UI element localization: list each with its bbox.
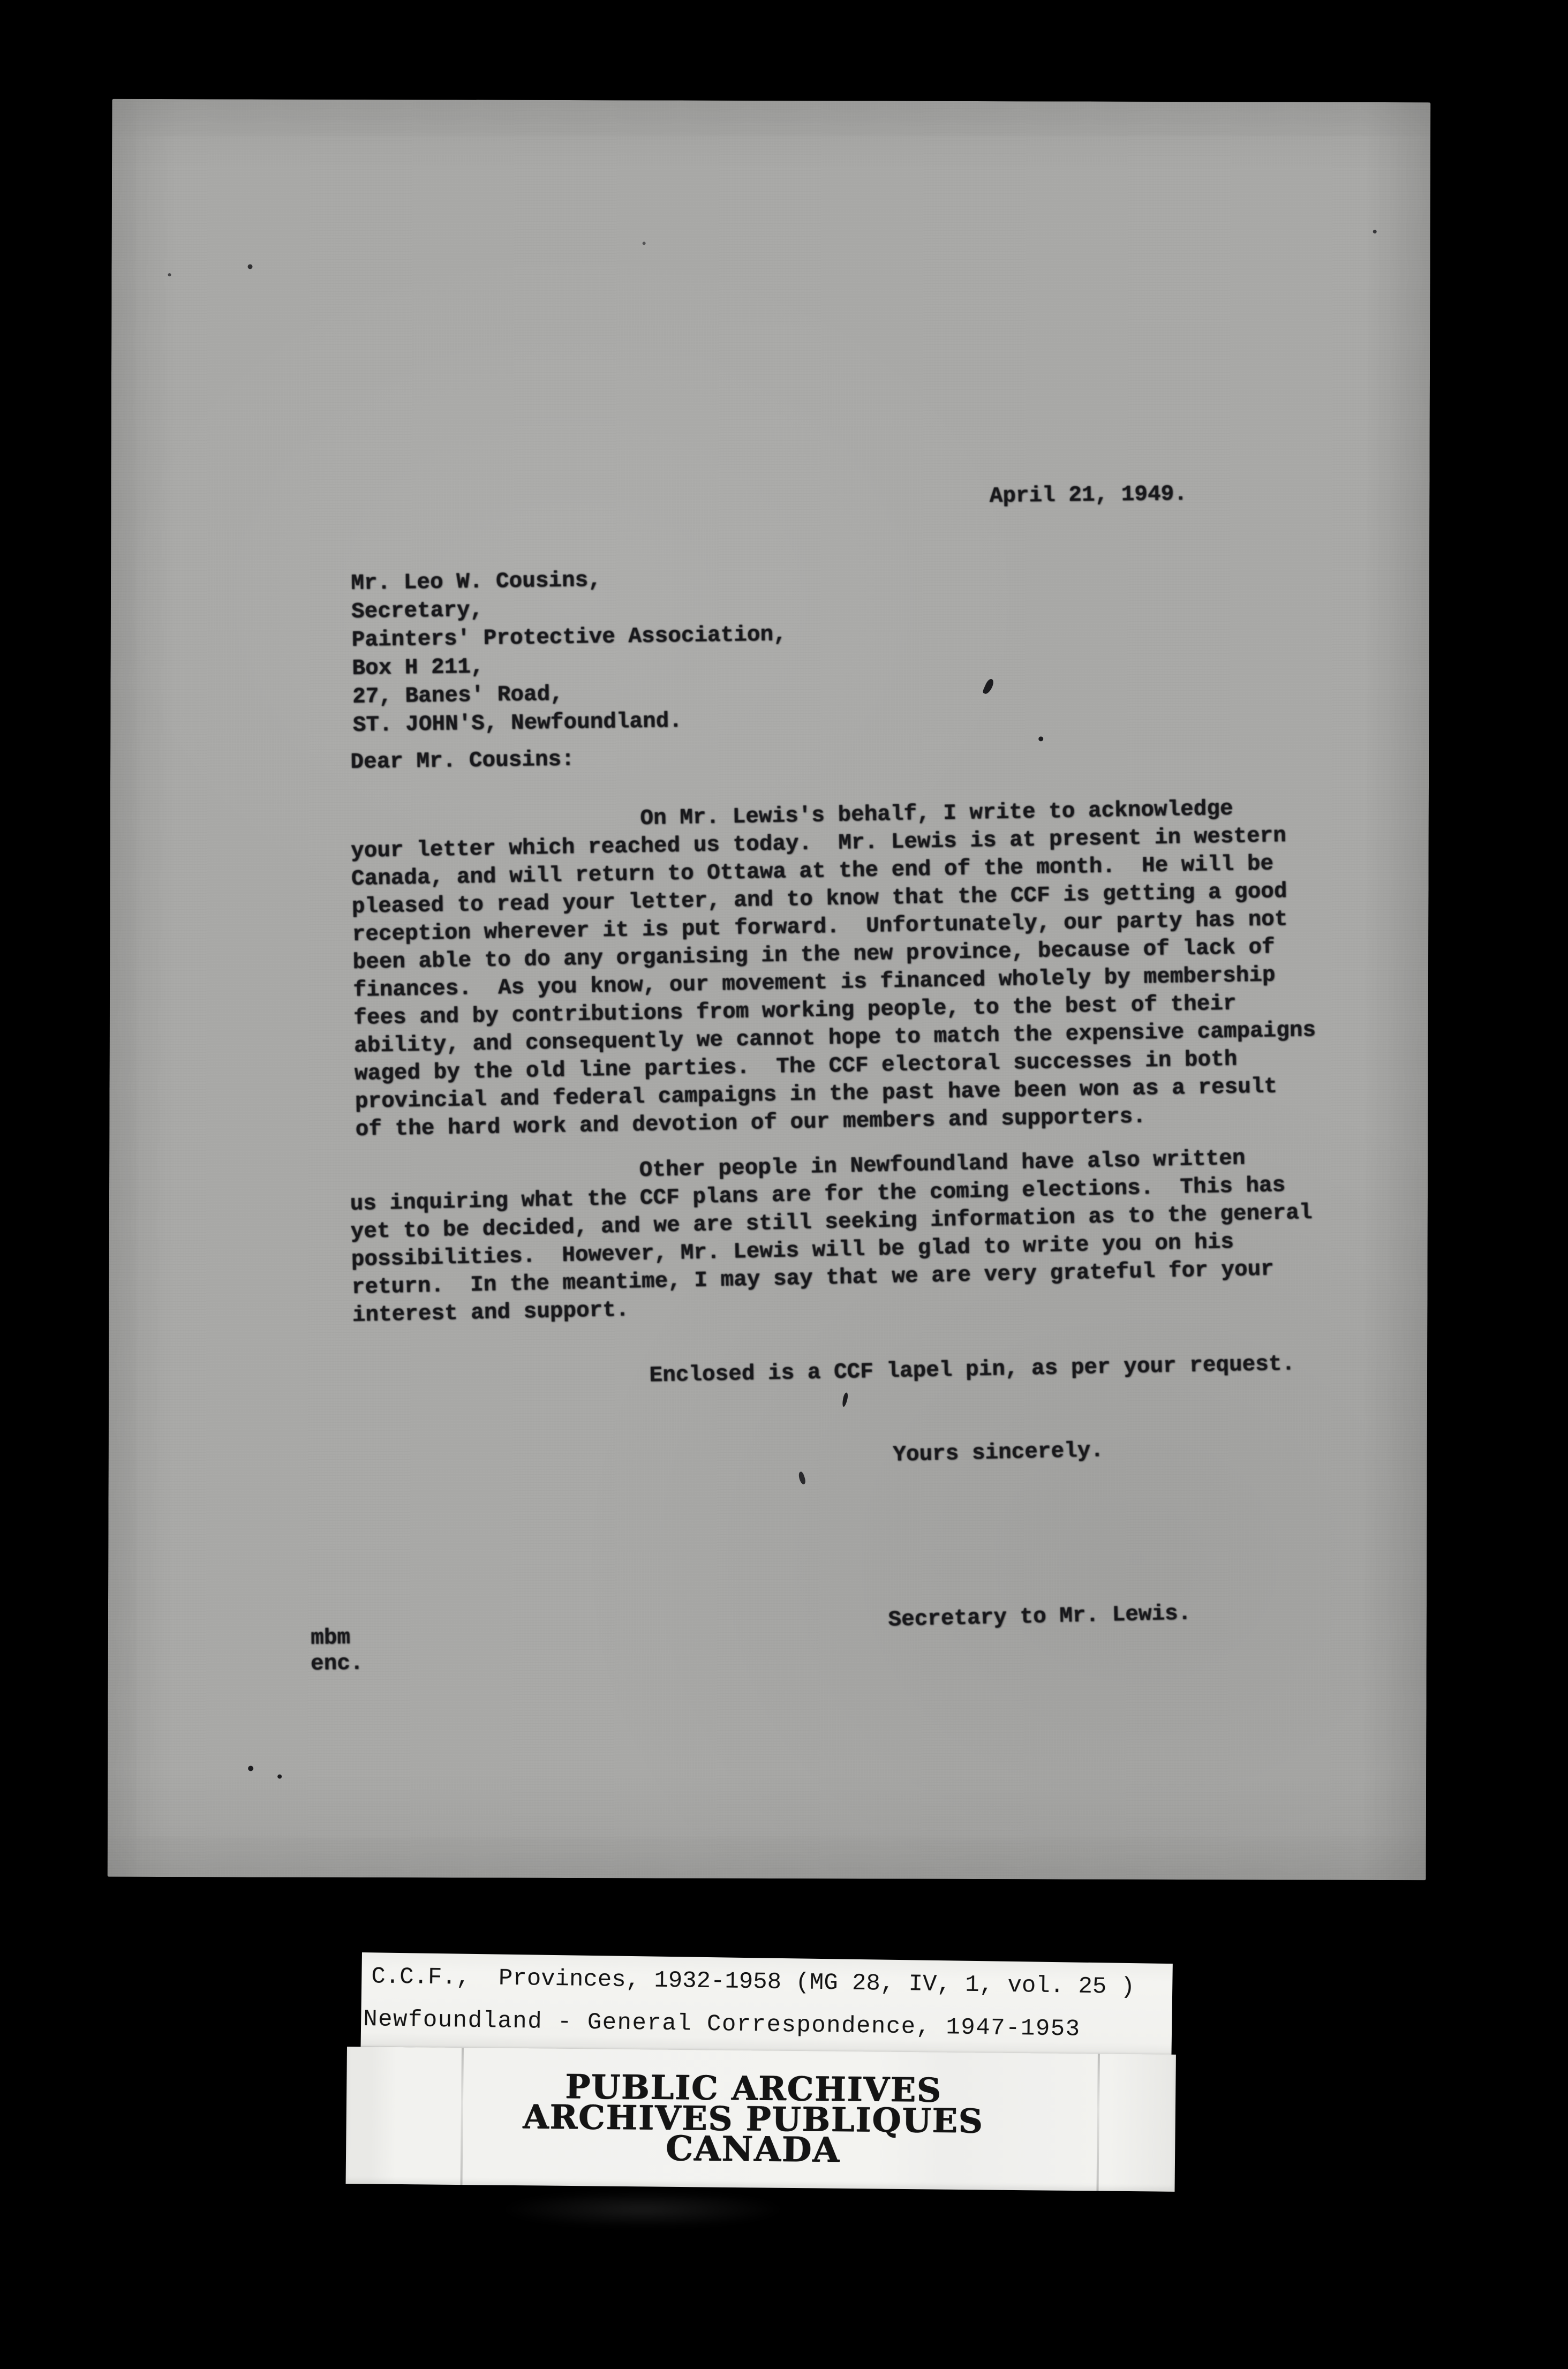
body-paragraph-1: On Mr. Lewis's behalf, I write to acknowledge your letter which reached us today. Mr. Lewis is at present in western Canada, and will return to Ottawa at the end of the month. He will be pleased to read your letter, and to know that the CCF is getting a good reception wherever it is put forward. Unfortunately, our party has not been able to do any organising in the new province, because of lack of finances. As you know, our movement is financed wholely by membership fees and by contributions from working people, to the best of their ability, and consequently we cannot hope to match the expensive campaigns waged by the old line parties. The CCF electoral successes in both provincial and federal campaigns in the past have been won as a result of the hard work and devotion of our members and supporters. [350, 796, 1316, 1142]
ink-speck [248, 1766, 253, 1771]
catalog-label-line-1: C.C.F., Provinces, 1932-1958 (MG 28, IV, 1, vol. 25 ) [371, 1963, 1135, 2001]
recipient-address: Mr. Leo W. Cousins, Secretary, Painters' Protective Association, Box H 211, 27, Banes' Road, ST. JOHN'S, Newfoundland. [351, 568, 787, 738]
ink-speck [797, 1471, 806, 1485]
ink-speck [277, 1775, 282, 1779]
ink-speck [168, 273, 171, 276]
archives-stamp [416, 2066, 1091, 2170]
typist-initials: mbm [310, 1625, 351, 1651]
ink-speck [982, 678, 995, 696]
signature-title: Secretary to Mr. Lewis. [888, 1601, 1192, 1633]
ink-speck [841, 1392, 849, 1407]
complimentary-close: Yours sincerely. [892, 1438, 1104, 1468]
stamp-line-archives-publiques: ARCHIVES PUBLIQUES [523, 2097, 984, 2141]
card-crease [1096, 2054, 1099, 2191]
ink-speck [643, 242, 646, 245]
letter-page [108, 99, 1431, 1880]
stamp-line-canada: CANADA [665, 2128, 841, 2170]
ink-speck [248, 264, 253, 269]
enclosure-line: Enclosed is a CCF lapel pin, as per your request. [649, 1352, 1295, 1389]
catalog-label-card [361, 1952, 1173, 2058]
date-line: April 21, 1949. [989, 481, 1188, 509]
ink-speck [1373, 230, 1377, 233]
stamp-line-public-archives: PUBLIC ARCHIVES [565, 2066, 943, 2110]
archives-stamp-card [346, 2047, 1176, 2192]
enclosure-abbreviation: enc. [310, 1651, 364, 1677]
catalog-label-line-2: Newfoundland - General Correspondence, 1947-1953 [363, 2006, 1081, 2043]
ink-speck [1038, 736, 1043, 741]
background-smudge [455, 2190, 830, 2238]
salutation: Dear Mr. Cousins: [350, 747, 575, 775]
body-paragraph-2: Other people in Newfoundland have also written us inquiring what the CCF plans are for the coming elections. This has yet to be decided, and we are still seeking information as to the general possibilities. However, Mr. Lewis will be glad to write you on his return. In the meantime, I may say that we are very grateful for your interest and support. [349, 1146, 1313, 1328]
